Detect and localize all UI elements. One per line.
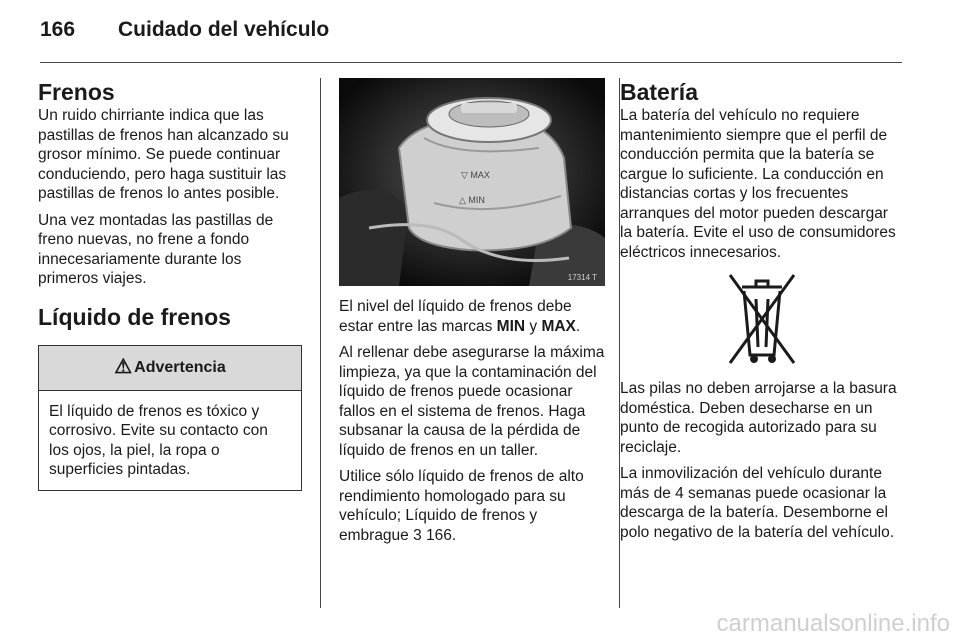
- header-rule: [40, 62, 902, 63]
- utilice-text: Utilice sólo líquido de frenos de alto rendimiento homologado para su vehículo; Líquido de frenos y embrague: [339, 468, 584, 544]
- heading-frenos: Frenos: [38, 79, 115, 105]
- column-divider-left: [320, 78, 321, 608]
- paragraph-bateria-1: La batería del vehículo no requiere mantenimiento siempre que el perfil de conducción permita que la batería se cargue lo suficiente. La conducción en distancias cortas y los frecuentes arranques del motor pueden descargar la batería. Evite el uso de consumidores eléctricos innecesarios.: [620, 107, 896, 261]
- svg-text:△ MIN: △ MIN: [459, 195, 485, 205]
- nivel-text: El nivel del líquido de frenos debe estar entre las marcas: [339, 298, 572, 335]
- nivel-end: .: [575, 317, 581, 335]
- page-header: [40, 18, 329, 42]
- crossed-out-bin-icon: [722, 269, 802, 369]
- paragraph-rellenar: Al rellenar debe asegurarse la máxima limpieza, ya que la contaminación del líquido de frenos puede ocasionar fallos en el sistema de frenos. Haga subsanar la causa de la pérdida de líquido de frenos en un taller.: [339, 344, 605, 459]
- svg-text:▽ MAX: ▽ MAX: [461, 170, 490, 180]
- warning-box: [38, 345, 302, 491]
- page-reference-link[interactable]: 166.: [426, 526, 457, 544]
- column-middle-text: [339, 297, 607, 552]
- image-reference-code: 17314 T: [567, 273, 597, 282]
- paragraph-nivel: [339, 297, 607, 336]
- heading-liquido-frenos: Líquido de frenos: [38, 303, 231, 330]
- paragraph-bateria-3: La inmovilización del vehículo durante más de 4 semanas puede ocasionar la descarga de la batería. Desemborne el polo negativo de la batería del vehículo.: [620, 465, 895, 541]
- brake-fluid-reservoir-photo: [339, 78, 605, 286]
- section-title: Cuidado del vehículo: [118, 18, 330, 41]
- warning-triangle-icon: ⚠: [114, 355, 133, 378]
- paragraph-bateria-2: Las pilas no deben arrojarse a la basura doméstica. Deben desecharse en un punto de recogida autorizado para su reciclaje.: [620, 380, 897, 456]
- warning-body: El líquido de frenos es tóxico y corrosivo. Evite su contacto con los ojos, la piel, la ropa o superficies pintadas.: [49, 402, 268, 478]
- max-mark: MAX: [541, 317, 576, 335]
- min-mark: MIN: [496, 317, 526, 335]
- page-reference-icon: 3: [413, 526, 422, 544]
- nivel-join: y: [525, 317, 542, 335]
- watermark: carmanualsonline.info: [716, 610, 950, 637]
- paragraph-utilice: [339, 467, 607, 545]
- paragraph-frenos-2: Una vez montadas las pastillas de freno nuevas, no frene a fondo innecesariamente durante los primeros viajes.: [38, 211, 274, 287]
- column-right: [620, 78, 904, 549]
- warning-title: Advertencia: [134, 358, 226, 376]
- warning-header: [39, 346, 301, 391]
- page-number: 166: [40, 18, 76, 41]
- reservoir-illustration: [339, 78, 605, 286]
- column-left: [38, 78, 304, 491]
- heading-bateria: Batería: [620, 79, 698, 105]
- paragraph-frenos-1: Un ruido chirriante indica que las pastillas de frenos han alcanzado su grosor mínimo. Se puede continuar conduciendo, pero haga sustituir las pastillas de frenos lo antes posible.: [38, 107, 289, 202]
